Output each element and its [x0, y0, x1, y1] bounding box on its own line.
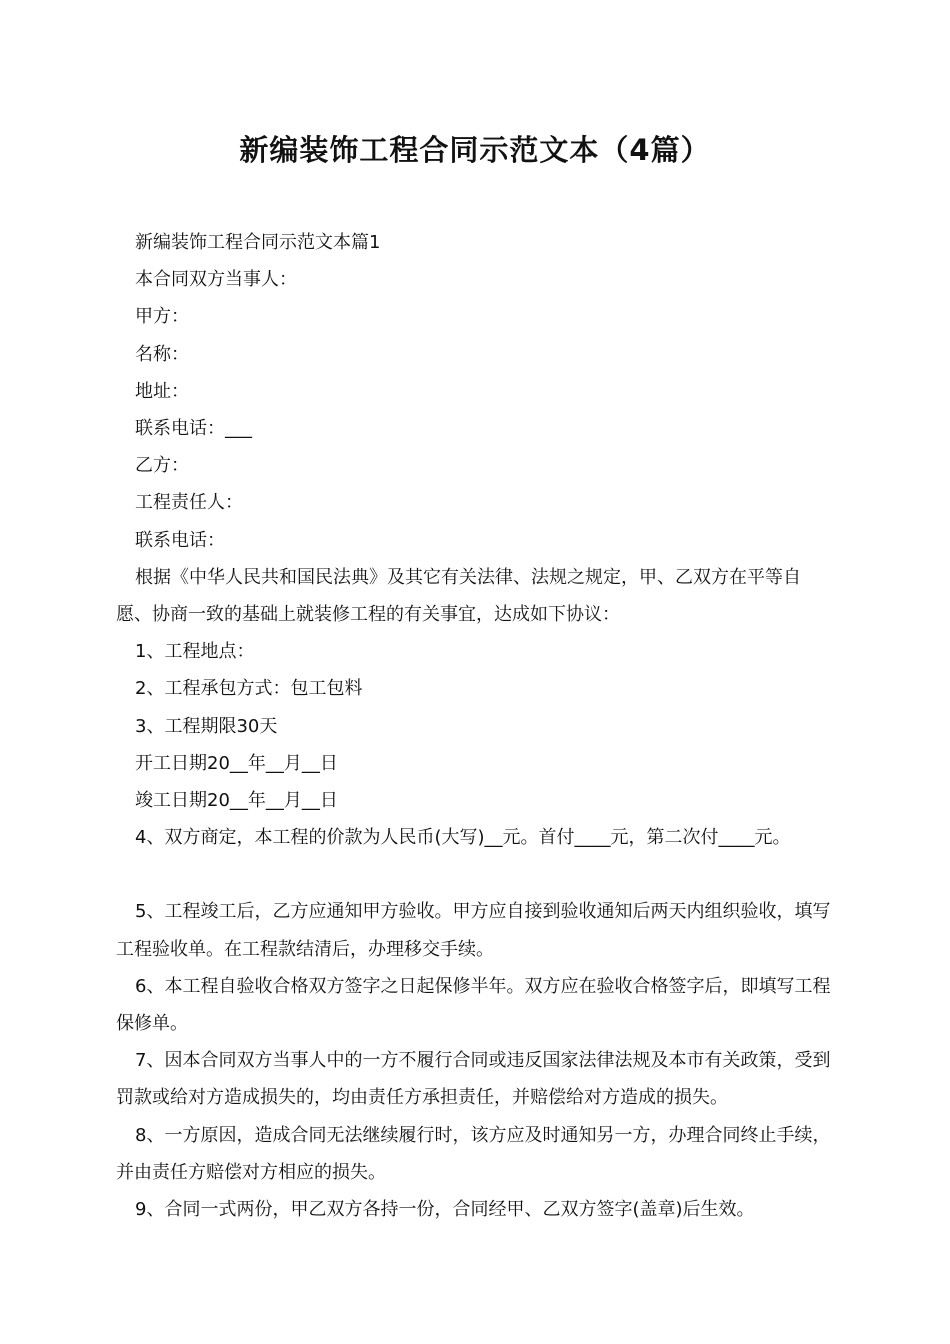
- clause-3: 3、工程期限30天: [135, 715, 278, 737]
- party-a-phone-field: 联系电话：___: [135, 418, 252, 440]
- clause-5: 5、工程竣工后，乙方应通知甲方验收。甲方应自接到验收通知后两天内组织验收，填写工程验收单。在工程款结清后，办理移交手续。: [116, 901, 831, 960]
- preamble-paragraph: 根据《中华人民共和国民法典》及其它有关法律、法规之规定，甲、乙双方在平等自愿、协商一致的基础上就装修工程的有关事宜，达成如下协议：: [116, 566, 801, 626]
- party-b-manager-field: 工程责任人：: [135, 492, 243, 514]
- party-a-name-field: 名称：: [135, 343, 189, 365]
- party-a-label: 甲方：: [135, 306, 189, 328]
- party-a-address-field: 地址：: [135, 380, 189, 402]
- clause-1: 1、工程地点：: [135, 641, 255, 663]
- document-body: [116, 224, 836, 1228]
- section-heading: 新编装饰工程合同示范文本篇1: [135, 232, 381, 253]
- document-title: 新编装饰工程合同示范文本（4篇）: [239, 133, 711, 167]
- paragraph-spacer: [116, 856, 836, 893]
- clause-2: 2、工程承包方式：包工包料: [135, 678, 363, 700]
- parties-intro: 本合同双方当事人：: [135, 269, 297, 291]
- completion-date: 竣工日期20__年__月__日: [135, 790, 338, 812]
- clause-6: 6、本工程自验收合格双方签字之日起保修半年。双方应在验收合格签字后，即填写工程保修单。: [116, 975, 831, 1035]
- start-date: 开工日期20__年__月__日: [135, 752, 338, 774]
- party-b-phone-field: 联系电话：: [135, 529, 225, 551]
- clause-9: 9、合同一式两份，甲乙双方各持一份，合同经甲、乙双方签字(盖章)后生效。: [135, 1199, 755, 1221]
- clause-8: 8、一方原因，造成合同无法继续履行时，该方应及时通知另一方，办理合同终止手续，并由责任方赔偿对方相应的损失。: [116, 1124, 831, 1183]
- clause-4: 4、双方商定，本工程的价款为人民币(大写)__元。首付____元，第二次付____元。: [135, 827, 791, 849]
- party-b-label: 乙方：: [135, 455, 189, 477]
- clause-7: 7、因本合同双方当事人中的一方不履行合同或违反国家法律法规及本市有关政策，受到罚款或给对方造成损失的，均由责任方承担责任，并赔偿给对方造成的损失。: [116, 1050, 831, 1109]
